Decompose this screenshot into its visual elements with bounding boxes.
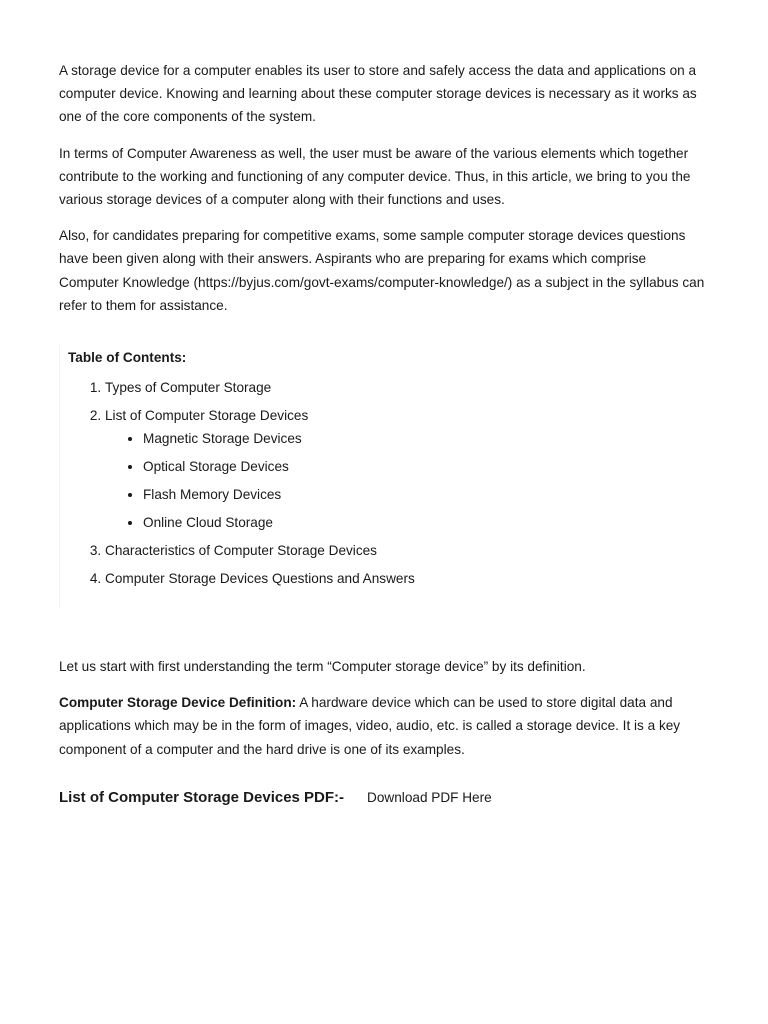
toc-subitem-flash[interactable]: • Flash Memory Devices	[143, 485, 699, 505]
toc-item-label[interactable]: List of Computer Storage Devices	[105, 408, 309, 424]
intro-paragraph-2: In terms of Computer Awareness as well, the user must be aware of the various elements which together contribute to the working and functioning of any computer device. Thus, in this article, we bring to you the various storage devices of a computer along with their functions and uses.	[59, 145, 691, 208]
article-body	[59, 59, 709, 806]
table-of-contents	[59, 345, 699, 608]
toc-item-list-of-devices[interactable]	[105, 406, 699, 533]
toc-item-characteristics[interactable]: 3. Characteristics of Computer Storage Devices	[105, 541, 699, 561]
toc-subitem-optical[interactable]: • Optical Storage Devices	[143, 457, 699, 477]
toc-sub-list	[105, 429, 699, 533]
definition-intro: Let us start with first understanding the term “Computer storage device” by its definition.	[59, 659, 586, 675]
toc-subitem-cloud[interactable]: • Online Cloud Storage	[143, 513, 699, 533]
definition-paragraph	[59, 691, 709, 761]
definition-text: A hardware device which can be used to store digital data and applications which may be in the form of images, video, audio, etc. is called a storage device. It is a key component of a computer and the hard drive is one of its examples.	[59, 695, 681, 757]
toc-list	[68, 378, 699, 589]
pdf-heading: List of Computer Storage Devices PDF:-	[59, 788, 345, 806]
pdf-download-row	[59, 789, 709, 806]
toc-subitem-magnetic[interactable]: • Magnetic Storage Devices	[143, 429, 699, 449]
download-pdf-link[interactable]: Download PDF Here	[367, 789, 492, 805]
toc-title: Table of Contents:	[68, 350, 187, 366]
toc-item-types-of-storage[interactable]: 1. Types of Computer Storage	[105, 378, 699, 398]
definition-label: Computer Storage Device Definition:	[59, 695, 297, 711]
intro-paragraph-1: A storage device for a computer enables its user to store and safely access the data and applications on a computer device. Knowing and learning about these computer storage devices is necessary as it works as one of the core components of the system.	[59, 63, 697, 125]
intro-paragraph-3: Also, for candidates preparing for competitive exams, some sample computer storage devices questions have been given along with their answers. Aspirants who are preparing for exams which comprise Computer Knowledge (https://byjus.com/govt-exams/computer-knowledge/) as a subject in the syllabus can refer to them for assistance.	[59, 228, 705, 313]
toc-item-questions-answers[interactable]: 4. Computer Storage Devices Questions and Answers	[105, 569, 699, 589]
